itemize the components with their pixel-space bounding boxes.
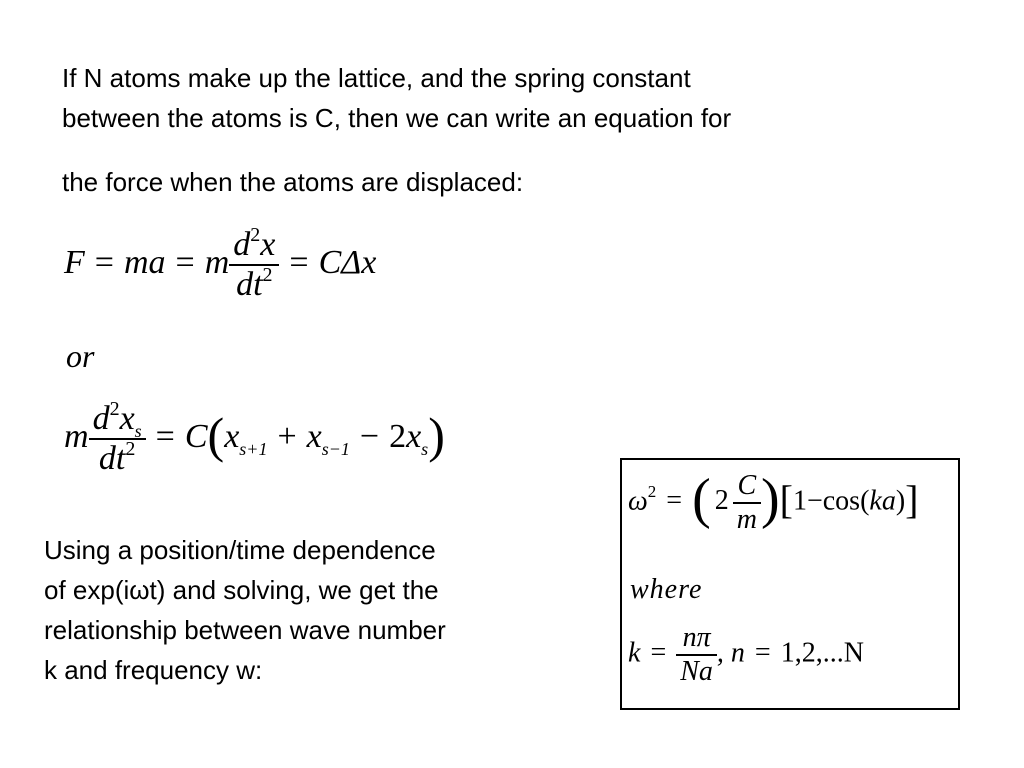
n-values: 1,2,...N [780, 637, 864, 669]
second-derivative-fraction [89, 398, 146, 477]
where-label: where [630, 574, 703, 605]
k-symbol: k [628, 637, 641, 669]
close-paren: ) [428, 407, 445, 463]
mass-symbol: m [64, 417, 89, 455]
subscript-s: s [421, 438, 429, 459]
omega-symbol: ω [628, 485, 648, 517]
open-paren: ( [207, 407, 225, 463]
dispersion-equation: $\omega^2$ = ( 2 $\frac{C}{m}$ )[1−cos(ka)] [628, 468, 919, 535]
equals-sign: = [175, 243, 195, 281]
wave-number-equation: k = $\frac{n\pi}{Na}$ , n = 1,2,...N [628, 622, 864, 687]
equals-sign: = [94, 243, 114, 281]
mass-symbol: m [204, 243, 230, 281]
fraction-numerator: $d^2x_s$ [92, 398, 142, 441]
force-equation [64, 224, 377, 303]
or-label: or [66, 338, 95, 374]
solution-paragraph [44, 530, 446, 690]
solution-line-4: k and frequency w: [44, 655, 263, 685]
dispersion-relation-box [620, 458, 960, 710]
subscript-s-minus-1: s−1 [321, 438, 350, 459]
intro-line-3: the force when the atoms are displaced: [62, 167, 524, 197]
mass-accel-term: ma [123, 243, 166, 281]
n-pi-over-na-fraction: $\frac{n\pi}{Na}$ [676, 624, 717, 686]
solution-line-2: of exp(iωt) and solving, we get the [44, 575, 439, 605]
close-paren: ) [760, 468, 780, 530]
intro-line-2: between the atoms is C, then we can write an equation for [62, 103, 732, 133]
fraction-numerator: $d^2x$ [233, 224, 276, 263]
solution-line-3: relationship between wave number [44, 615, 446, 645]
subscript-s-plus-1: s+1 [239, 438, 268, 459]
open-paren: ( [692, 468, 711, 530]
solution-line-1: Using a position/time dependence [44, 535, 436, 565]
intro-paragraph [62, 58, 731, 202]
second-derivative-fraction [229, 224, 279, 303]
equals-sign: = [289, 243, 309, 281]
force-symbol: F [64, 243, 85, 281]
fraction-denominator: $dt^2$ [236, 264, 273, 303]
equals-sign: = [155, 417, 175, 455]
spring-constant: C [184, 417, 208, 455]
spring-force-term: CΔx [318, 243, 377, 281]
fraction-denominator: $dt^2$ [98, 438, 136, 477]
lattice-equation: m $\frac{d^2x_s}{dt^2}$ = $C(x_{s+1} + x_{s-1} - 2x_s)$ [64, 398, 445, 477]
c-over-m-fraction: $\frac{C}{m}$ [733, 472, 761, 534]
intro-line-1: If N atoms make up the lattice, and the spring constant [62, 63, 691, 93]
